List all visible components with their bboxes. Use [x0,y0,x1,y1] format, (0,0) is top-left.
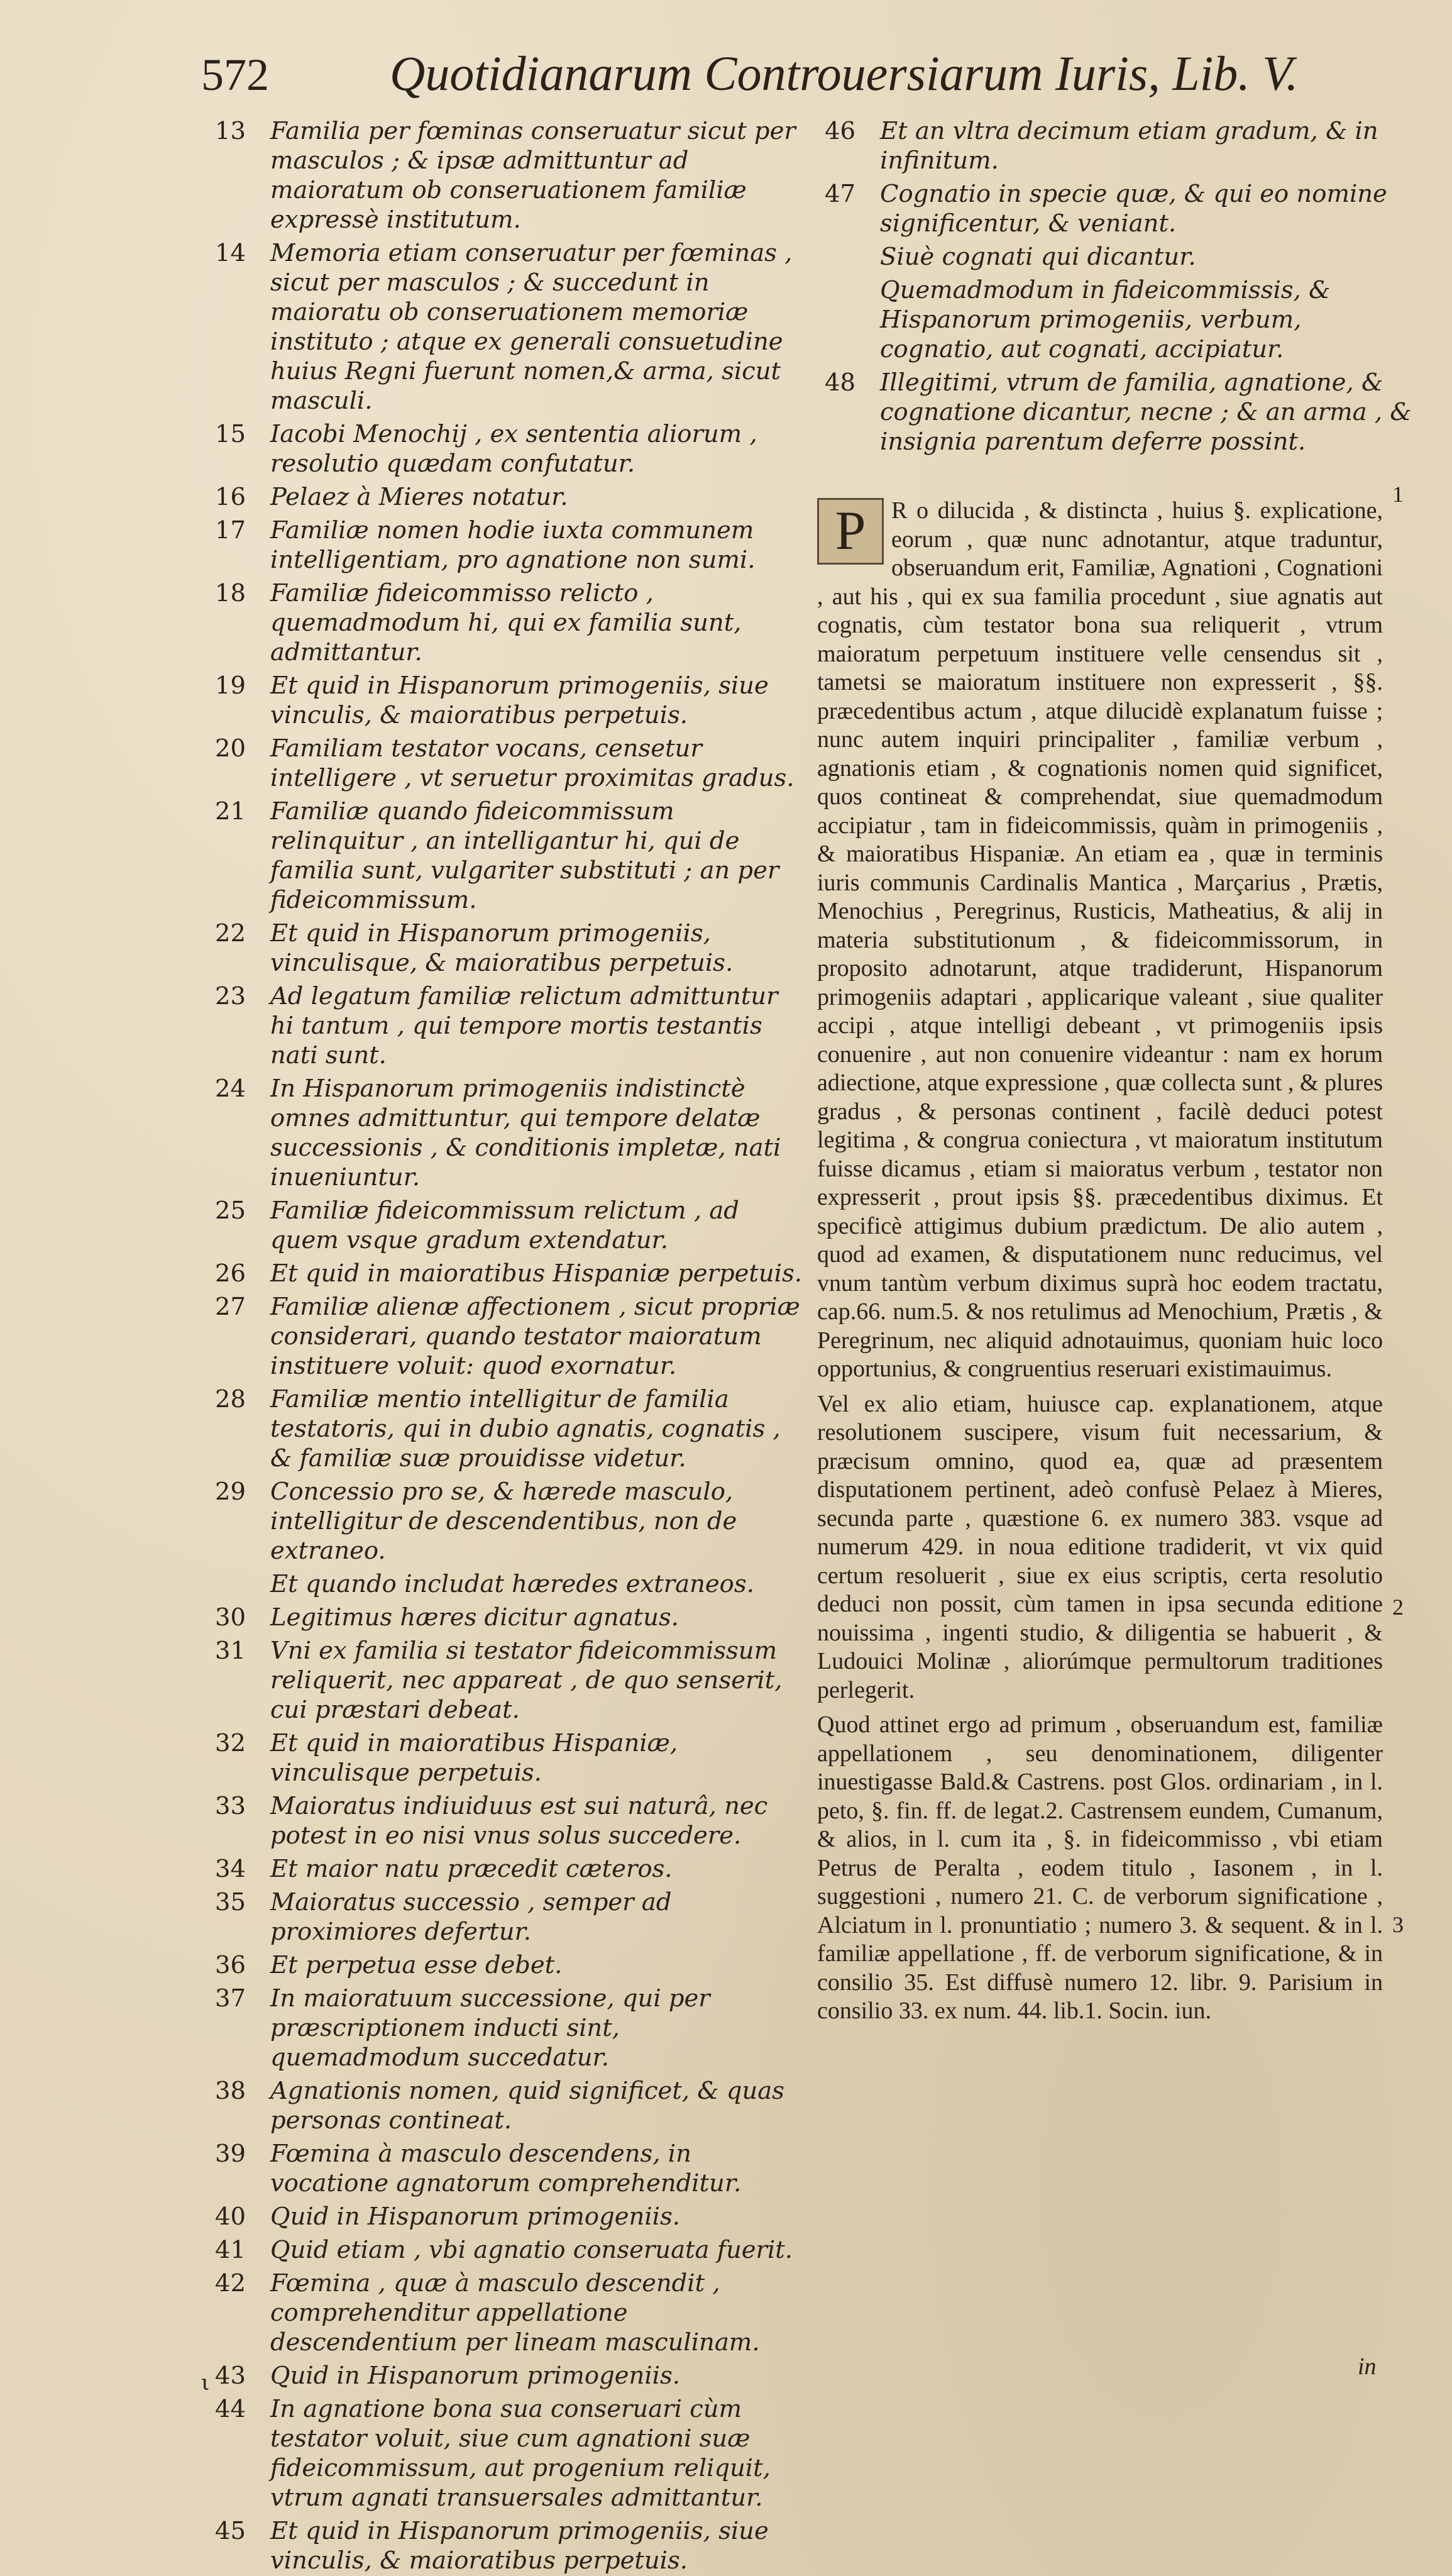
summary-text: Siuè cognati qui dicantur. [880,243,1196,271]
summary-text: Quid in Hispanorum primogeniis. [270,2203,680,2231]
summary-text: Familiæ fideicommissum relictum , ad quem vsque gradum extendatur. [270,1197,739,1254]
summary-text: Et quid in maioratibus Hispaniæ perpetuis. [270,1259,802,1288]
summary-text: Memoria etiam conseruatur per fœminas , sicut per masculos ; & succedunt in maioratu ob conseruationem memoriæ instituto ; atque ex generali consuetudine huius Regni fuerunt nomen,& arma, sicut masculi. [270,239,793,415]
summary-number: 24 [215,1075,246,1103]
summary-text: Familiæ nomen hodie iuxta communem intelligentiam, pro agnatione non sumi. [270,516,756,574]
summary-item [207,1950,805,1980]
summary-number: 37 [215,1984,246,2013]
summary-number: 39 [215,2140,246,2168]
summary-number: 31 [215,1637,246,1665]
summary-text: Cognatio in specie quæ, & qui eo nomine significentur, & veniant. [880,180,1387,238]
summary-item [207,516,805,575]
summary-number: 20 [215,734,246,763]
summary-number: 27 [215,1293,246,1321]
summary-text: Maioratus successio , semper ad proximiores defertur. [270,1888,672,1946]
summary-text: Familia per fœminas conseruatur sicut per masculos ; & ipsæ admittuntur ad maioratum ob conseruationem familiæ expressè institutum. [270,117,796,234]
summary-item [207,1569,805,1599]
summary-text: In agnatione bona sua conseruari cùm testator voluit, siue cum agnationi suæ fideicommissum, aut progenium reliquit, vtrum agnati transuersales admittantur. [270,2395,771,2512]
summary-text: Familiæ fideicommisso relicto , quemadmodum hi, qui ex familia sunt, admittantur. [270,579,742,666]
summary-number: 14 [215,239,246,267]
summary-number: 34 [215,1855,246,1883]
summary-item [207,2361,805,2391]
paragraph-2 [817,1390,1383,1705]
summary-text: Familiam testator vocans, censetur intelligere , vt seruetur proximitas gradus. [270,734,795,792]
summary-item [207,1477,805,1566]
summary-item [207,981,805,1070]
margin-number: 3 [1392,1912,1404,1937]
summary-item [817,368,1421,456]
summary-text: Quid in Hispanorum primogeniis. [270,2362,680,2390]
summary-text: Legitimus hæres dicitur agnatus. [270,1603,679,1632]
summary-number: 46 [825,117,855,145]
summary-item [207,2516,805,2575]
summary-number: 42 [215,2269,246,2297]
summary-text: In Hispanorum primogeniis indistinctè omnes admittuntur, qui tempore delatæ successionis , & conditionis impletæ, nati inueniuntur. [270,1075,781,1191]
summary-text: Et an vltra decimum etiam gradum, & in infinitum. [880,117,1378,175]
summary-item [207,578,805,667]
margin-number: 1 [1392,482,1404,507]
summary-item [207,238,805,416]
summary-item [207,2269,805,2357]
summary-number: 38 [215,2077,246,2105]
margin-number: 2 [1392,1595,1404,1620]
summary-text: Agnationis nomen, quid significet, & quas personas contineat. [270,2077,784,2135]
page-number: 572 [201,50,269,100]
page-header [201,36,1299,106]
summary-text: Fœmina , quæ à masculo descendit , comprehenditur appellatione descendentium per lineam masculinam. [270,2269,760,2357]
summary-number: 25 [215,1197,246,1225]
summary-number: 45 [215,2517,246,2545]
summary-item [207,1984,805,2072]
summary-text: Et quando includat hæredes extraneos. [270,1570,754,1598]
summary-number: 32 [215,1729,246,1757]
summary-text: Et quid in Hispanorum primogeniis, siue vinculis, & maioratibus perpetuis. [270,672,769,729]
summary-item [207,1603,805,1632]
summary-number: 43 [215,2362,246,2390]
main-text [817,497,1383,2032]
summary-item [207,1259,805,1288]
summary-item [207,1854,805,1884]
summary-number: 36 [215,1951,246,1979]
summary-number: 28 [215,1385,246,1413]
summary-column-right [817,116,1421,460]
summary-number: 40 [215,2203,246,2231]
summary-item [207,2394,805,2512]
summary-text: In maioratuum successione, qui per præscriptionem inducti sint, quemadmodum succedatur. [270,1984,710,2072]
paragraph-3-text: Quod attinet ergo ad primum , obseruandum est, familiæ appellationem , seu denominationem, diligenter inuestigasse Bald.& Castrens. post Glos. ordinariam , in l. peto, §. fin. ff. de legat.2. Castrensem eundem, Cumanum, & alios, in l. cum ita , §. in fideicommisso , vbi etiam Petrus de Peralta , eodem titulo , Iasonem , in l. suggestioni , numero 21. C. de verborum significatione , Alciatum in l. pronuntiatio ; numero 3. & sequent. & in l. familiæ appellatione , ff. de verborum significatione, & in consilio 35. Est diffusè numero 12. libr. 9. Parisium in consilio 33. ex num. 44. lib.1. Socin. iun. [817,1711,1383,2024]
summary-number: 44 [215,2395,246,2423]
summary-number: 16 [215,483,246,511]
summary-number: 17 [215,516,246,544]
summary-item [207,482,805,512]
summary-number: 15 [215,420,246,448]
summary-item [817,116,1421,175]
paragraph-1 [817,497,1383,1384]
summary-number: 23 [215,982,246,1010]
summary-item [207,1292,805,1381]
summary-number: 26 [215,1259,246,1288]
summary-item [207,2139,805,2198]
summary-item [207,116,805,235]
summary-item [207,1888,805,1947]
paragraph-3 [817,1711,1383,2026]
summary-text: Quemadmodum in fideicommissis, & Hispanorum primogeniis, verbum, cognatio, aut cognati, accipiatur. [880,276,1331,363]
summary-text: Iacobi Menochij , ex sententia aliorum , resolutio quædam confutatur. [270,420,757,478]
summary-text: Pelaez à Mieres notatur. [270,483,568,511]
summary-item [207,2235,805,2265]
summary-text: Illegitimi, vtrum de familia, agnatione, & cognatione dicantur, necne ; & an arma , & insignia parentum deferre possint. [880,368,1412,456]
summary-text: Et maior natu præcedit cæteros. [270,1855,673,1883]
summary-text: Quid etiam , vbi agnatio conseruata fuerit. [270,2236,793,2264]
summary-number: 48 [825,368,855,397]
summary-item [207,419,805,478]
summary-text: Familiæ quando fideicommissum relinquitur , an intelligantur hi, qui de familia sunt, vulgariter substituti ; an per fideicommissum. [270,797,779,914]
summary-number: 21 [215,797,246,826]
summary-text: Familiæ alienæ affectionem , sicut propriæ considerari, quando testator maioratum instituere voluit: quod exornatur. [270,1293,800,1380]
summary-number: 41 [215,2236,246,2264]
paragraph-1-text: R o dilucida , & distincta , huius §. explicatione, eorum , quæ nunc adnotantur, atque traduntur, obseruandum erit, Familiæ, Agnationi , Cognationi , aut his , qui ex sua familia procedunt , siue agnatis aut cognatis, cùm testator bona sua reliquerit , vtrum maioratum perpetuum instituere velle censendus sit , tametsi se maioratum instituere non expresserit , §§. præcedentibus actum , atque dilucidè explanatum fuisse ; nunc autem inquiri principaliter , familiæ verbum , agnationis etiam , & cognationis nomen quid significet, quos contineat & comprehendat, siue quemadmodum accipiatur , tam in fideicommissis, quàm in primogeniis , & maioratibus Hispaniæ. An etiam ea , quæ in terminis iuris communis Cardinalis Mantica , Marçarius , Prætis, Menochius , Peregrinus, Rusticis, Matheatius, & alij in materia substitutionum , & fideicommissorum, in proposito adnotarunt, atque tradiderunt, Hispanorum primogeniis adaptari , applicarique valeant , siue qualiter accipi , atque intelligi debeant , vt primogeniis ipsis conuenire , aut non conuenire videantur : nam ex horum adiectione, atque expressione , quæ collecta sunt , & plures gradus , & personas continent , facilè deduci potest legitima , & congrua coniectura , vt maioratum institutum fuisse dicamus , etiam si maioratus verbum , testator non expresserit , prout ipsis §§. præcedentibus diximus. Et specificè attigimus dubium prædictum. De alio autem , quod ad examen, & disputationem nunc reducimus, vel vnum tantùm verbum diximus suprà hoc eodem tractatu, cap.66. num.5. & nos retulimus ad Menochium, Prætis , & Peregrinum, nec aliquid adnotauimus, quoniam huic loco opportunius, & congruentius reseruari existimauimus. [817,497,1383,1382]
summary-text: Fœmina à masculo descendens, in vocatione agnatorum comprehenditur. [270,2140,742,2197]
summary-text: Ad legatum familiæ relictum admittuntur hi tantum , qui tempore mortis testantis nati sunt. [270,982,778,1070]
summary-text: Et perpetua esse debet. [270,1951,563,1979]
summary-item [207,734,805,793]
summary-item [817,242,1421,272]
summary-item [817,275,1421,364]
summary-number: 18 [215,579,246,607]
summary-item [207,1385,805,1473]
summary-text: Et quid in Hispanorum primogeniis, vinculisque, & maioratibus perpetuis. [270,919,734,977]
decorated-initial: P [817,498,884,565]
summary-item [207,1074,805,1192]
summary-item [207,2202,805,2231]
catchword: in [1358,2353,1377,2380]
summary-number: 47 [825,180,855,208]
summary-number: 29 [215,1478,246,1506]
summary-item [207,1196,805,1255]
summary-item [817,179,1421,238]
summary-number: 33 [215,1792,246,1820]
summary-item [207,671,805,730]
summary-item [207,1791,805,1850]
summary-number: 19 [215,672,246,700]
summary-text: Et quid in Hispanorum primogeniis, siue vinculis, & maioratibus perpetuis. [270,2517,769,2575]
summary-item [207,1728,805,1788]
summary-item [207,797,805,915]
summary-text: Concessio pro se, & hærede masculo, intelligitur de descendentibus, non de extraneo. [270,1478,737,1565]
summary-item [207,1636,805,1725]
summary-number: 13 [215,117,246,145]
paragraph-2-text: Vel ex alio etiam, huiusce cap. explanationem, atque resolutionem suscipere, visum fuit necessarium, & præcisum omnino, quod ea, quæ ad præsentem disputationem pertinent, adeò confusè Pelaez à Mieres, secunda parte , quæstione 6. ex numero 383. vsque ad numerum 429. in noua editione tradiderit, vt vix quid certum resoluerit , siue ex eius scriptis, certa resolutio deduci non possit, cùm tamen in ipsa secunda editione nouissima , ingenti studio, & diligentia se habuerit , & Ludouici Molinæ , aliorúmque permultorum traditiones perlegerit. [817,1390,1383,1703]
summary-text: Maioratus indiuiduus est sui naturâ, nec potest in eo nisi vnus solus succedere. [270,1792,768,1850]
summary-number: 22 [215,919,246,948]
summary-text: Et quid in maioratibus Hispaniæ, vinculisque perpetuis. [270,1729,678,1787]
running-title: Quotidianarum Controuersiarum Iuris, Lib. V. [390,46,1299,101]
summary-number: 30 [215,1603,246,1632]
summary-item [207,2076,805,2135]
summary-number: 35 [215,1888,246,1916]
summary-text: Familiæ mentio intelligitur de familia testatoris, qui in dubio agnatis, cognatis , & familiæ suæ prouidisse videtur. [270,1385,781,1473]
summary-column-left [207,116,805,2576]
summary-text: Vni ex familia si testator fideicommissum reliquerit, nec appareat , de quo senserit, cui præstari debeat. [270,1637,783,1724]
bottom-mark: ι [201,2370,210,2396]
summary-item [207,919,805,978]
